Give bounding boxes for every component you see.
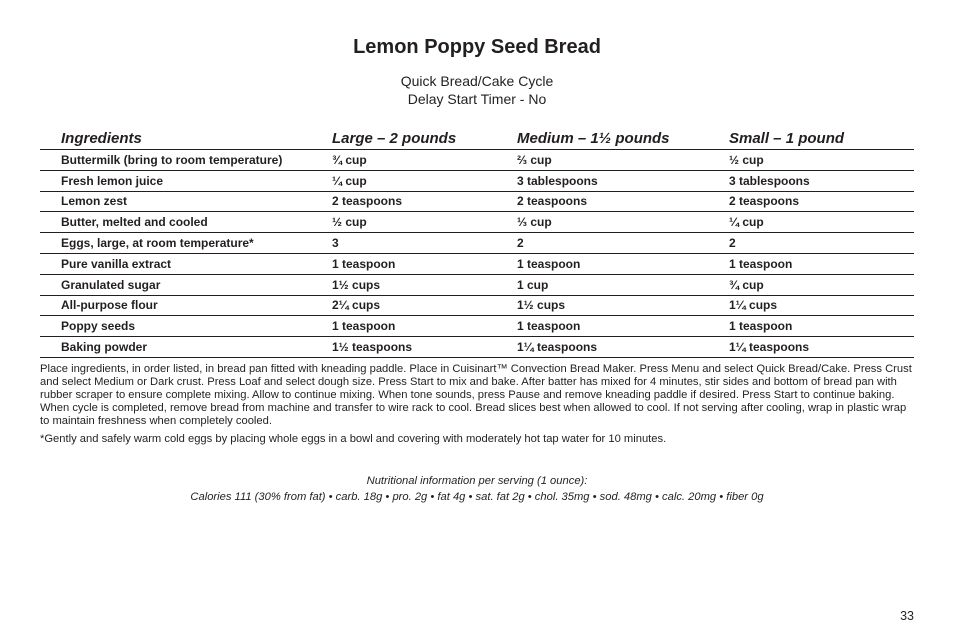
- amount-medium: 1 teaspoon: [517, 253, 729, 274]
- amount-large: ½ cup: [332, 212, 517, 233]
- instructions-paragraph: Place ingredients, in order listed, in bread pan fitted with kneading paddle. Place in Cuisinart™ Convection Bread Maker. Press Menu and select Quick Bread/Cake. Press Crust and select Medium or Dark crust. Press Loaf and select dough size. Press Start to mix and bake. After batter has mixed for 4 minutes, stir sides and bottom of bread pan with rubber scraper to ensure complete mixing. Allow to continue mixing. When tone sounds, press Pause and remove kneading paddle if desired. Press Start to continue baking. When cycle is completed, remove bread from machine and transfer to wire rack to cool. Bread slices best when allowed to cool. If not serving after cooling, wrap in plastic wrap to maintain freshness when completely cooled.: [40, 363, 912, 427]
- amount-large: 2¼ cups: [332, 295, 517, 316]
- ingredient-name: Lemon zest: [40, 191, 332, 212]
- amount-small: 1 teaspoon: [729, 253, 914, 274]
- ingredient-name: Baking powder: [40, 337, 332, 358]
- delay-subtitle: Delay Start Timer - No: [407, 91, 547, 107]
- amount-large: 2 teaspoons: [332, 191, 517, 212]
- amount-medium: ⅔ cup: [517, 150, 729, 171]
- amount-medium: 1 cup: [517, 274, 729, 295]
- ingredient-name: Eggs, large, at room temperature*: [40, 233, 332, 254]
- amount-small: 1¼ teaspoons: [729, 337, 914, 358]
- amount-large: ¾ cup: [332, 150, 517, 171]
- table-row: [40, 233, 914, 254]
- table-row: [40, 316, 914, 337]
- amount-large: 3: [332, 233, 517, 254]
- ingredient-name: Fresh lemon juice: [40, 170, 332, 191]
- amount-large: 1 teaspoon: [332, 316, 517, 337]
- table-row: [40, 191, 914, 212]
- header-large: Large – 2 pounds: [332, 127, 517, 150]
- amount-small: 1¼ cups: [729, 295, 914, 316]
- amount-small: 2: [729, 233, 914, 254]
- amount-large: 1 teaspoon: [332, 253, 517, 274]
- amount-small: ¾ cup: [729, 274, 914, 295]
- table-row: [40, 337, 914, 358]
- table-row: [40, 170, 914, 191]
- ingredient-name: Butter, melted and cooled: [40, 212, 332, 233]
- table-row: [40, 150, 914, 171]
- amount-small: ½ cup: [729, 150, 914, 171]
- ingredient-name: All-purpose flour: [40, 295, 332, 316]
- recipe-title: Lemon Poppy Seed Bread: [353, 36, 601, 58]
- nutrition-details: Calories 111 (30% from fat) • carb. 18g • pro. 2g • fat 4g • sat. fat 2g • chol. 35mg • sod. 48mg • calc. 20mg • fiber 0g: [190, 491, 764, 503]
- table-row: [40, 274, 914, 295]
- amount-medium: 1½ cups: [517, 295, 729, 316]
- table-header-row: [40, 127, 914, 150]
- amount-small: ¼ cup: [729, 212, 914, 233]
- page-number: 33: [900, 609, 914, 623]
- amount-medium: 1 teaspoon: [517, 316, 729, 337]
- eggs-footnote: *Gently and safely warm cold eggs by placing whole eggs in a bowl and covering with moderately hot tap water for 10 minutes.: [40, 433, 667, 445]
- header-medium: Medium – 1½ pounds: [517, 127, 729, 150]
- amount-medium: 3 tablespoons: [517, 170, 729, 191]
- ingredients-table: [40, 127, 914, 358]
- amount-medium: 2 teaspoons: [517, 191, 729, 212]
- table-row: [40, 212, 914, 233]
- ingredient-name: Pure vanilla extract: [40, 253, 332, 274]
- header-small: Small – 1 pound: [729, 127, 914, 150]
- header-ingredients: Ingredients: [40, 127, 332, 150]
- nutrition-heading: Nutritional information per serving (1 ounce):: [366, 475, 588, 487]
- ingredient-name: Granulated sugar: [40, 274, 332, 295]
- ingredient-name: Poppy seeds: [40, 316, 332, 337]
- amount-small: 1 teaspoon: [729, 316, 914, 337]
- amount-small: 2 teaspoons: [729, 191, 914, 212]
- table-row: [40, 295, 914, 316]
- ingredient-name: Buttermilk (bring to room temperature): [40, 150, 332, 171]
- amount-large: 1½ teaspoons: [332, 337, 517, 358]
- amount-medium: 1¼ teaspoons: [517, 337, 729, 358]
- cycle-subtitle: Quick Bread/Cake Cycle: [400, 73, 554, 89]
- amount-medium: 2: [517, 233, 729, 254]
- table-row: [40, 253, 914, 274]
- amount-small: 3 tablespoons: [729, 170, 914, 191]
- amount-medium: ⅓ cup: [517, 212, 729, 233]
- amount-large: ¼ cup: [332, 170, 517, 191]
- amount-large: 1½ cups: [332, 274, 517, 295]
